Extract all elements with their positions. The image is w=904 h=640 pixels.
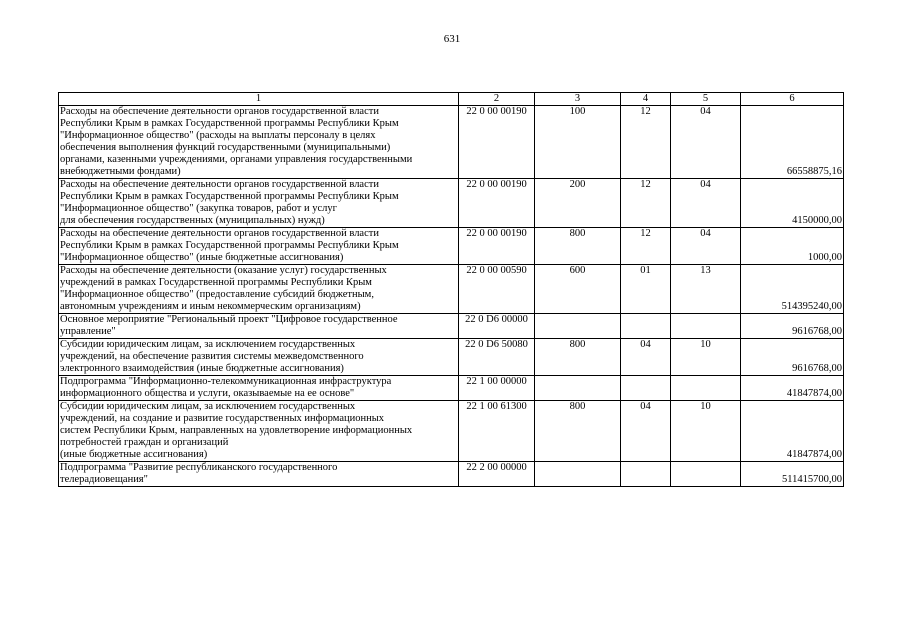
target-code: 22 0 D6 50080	[459, 339, 535, 376]
expense-name: Субсидии юридическим лицам, за исключением государственных учреждений, на создание и развитие государственных информационных систем Республики Крым, направленных на удовлетворение информационных потребностей граждан и организаций (иные бюджетные ассигнования)	[59, 401, 459, 462]
amount: 41847874,00	[741, 401, 844, 462]
subsection-code: 04	[671, 228, 741, 265]
section-code	[621, 314, 671, 339]
expense-name: Расходы на обеспечение деятельности органов государственной власти Республики Крым в рамках Государственной программы Республики Крым "Информационное общество" (расходы на выплаты персоналу в целях обеспечения выполнения функций государственными (муниципальными) органами, казенными учреждениями, органами управления государственными внебюджетными фондами)	[59, 106, 459, 179]
table-row	[59, 376, 844, 401]
amount: 1000,00	[741, 228, 844, 265]
subsection-code	[671, 314, 741, 339]
table-row	[59, 265, 844, 314]
target-code: 22 0 D6 00000	[459, 314, 535, 339]
target-code: 22 2 00 00000	[459, 462, 535, 487]
header-cell: 3	[535, 93, 621, 106]
header-cell: 6	[741, 93, 844, 106]
amount: 9616768,00	[741, 314, 844, 339]
subsection-code: 13	[671, 265, 741, 314]
amount: 4150000,00	[741, 179, 844, 228]
subsection-code: 10	[671, 339, 741, 376]
subsection-code: 04	[671, 106, 741, 179]
expense-name: Субсидии юридическим лицам, за исключением государственных учреждений, на обеспечение развития системы межведомственного электронного взаимодействия (иные бюджетные ассигнования)	[59, 339, 459, 376]
expense-name: Расходы на обеспечение деятельности (оказание услуг) государственных учреждений в рамках Государственной программы Республики Крым "Информационное общество" (предоставление субсидий бюджетным, автономным учреждениям и иным некоммерческим организациям)	[59, 265, 459, 314]
expense-type-code: 800	[535, 401, 621, 462]
target-code: 22 1 00 61300	[459, 401, 535, 462]
target-code: 22 0 00 00190	[459, 106, 535, 179]
expense-name: Подпрограмма "Информационно-телекоммуникационная инфраструктура информационного общества и услуги, оказываемые на ее основе"	[59, 376, 459, 401]
header-cell: 4	[621, 93, 671, 106]
header-cell: 2	[459, 93, 535, 106]
table-row	[59, 106, 844, 179]
table-row	[59, 462, 844, 487]
table-row	[59, 228, 844, 265]
section-code	[621, 462, 671, 487]
expense-type-code: 600	[535, 265, 621, 314]
section-code: 04	[621, 401, 671, 462]
expense-name: Основное мероприятие "Региональный проект "Цифровое государственное управление"	[59, 314, 459, 339]
target-code: 22 0 00 00190	[459, 179, 535, 228]
section-code: 01	[621, 265, 671, 314]
expense-type-code	[535, 462, 621, 487]
target-code: 22 1 00 00000	[459, 376, 535, 401]
table-row	[59, 179, 844, 228]
expense-type-code: 200	[535, 179, 621, 228]
section-code: 12	[621, 106, 671, 179]
subsection-code	[671, 462, 741, 487]
amount: 66558875,16	[741, 106, 844, 179]
subsection-code: 04	[671, 179, 741, 228]
expense-type-code: 100	[535, 106, 621, 179]
table-row	[59, 314, 844, 339]
section-code: 04	[621, 339, 671, 376]
page-number: 631	[443, 33, 461, 45]
expense-type-code: 800	[535, 339, 621, 376]
subsection-code: 10	[671, 401, 741, 462]
amount: 511415700,00	[741, 462, 844, 487]
amount: 41847874,00	[741, 376, 844, 401]
amount: 514395240,00	[741, 265, 844, 314]
section-code	[621, 376, 671, 401]
section-code: 12	[621, 179, 671, 228]
table-row	[59, 401, 844, 462]
expense-name: Подпрограмма "Развитие республиканского государственного телерадиовещания"	[59, 462, 459, 487]
expense-type-code: 800	[535, 228, 621, 265]
expense-type-code	[535, 314, 621, 339]
table-header-row	[59, 93, 844, 106]
header-cell: 5	[671, 93, 741, 106]
budget-table	[58, 92, 844, 487]
expense-name: Расходы на обеспечение деятельности органов государственной власти Республики Крым в рамках Государственной программы Республики Крым "Информационное общество" (иные бюджетные ассигнования)	[59, 228, 459, 265]
section-code: 12	[621, 228, 671, 265]
expense-type-code	[535, 376, 621, 401]
header-cell: 1	[59, 93, 459, 106]
amount: 9616768,00	[741, 339, 844, 376]
expense-name: Расходы на обеспечение деятельности органов государственной власти Республики Крым в рамках Государственной программы Республики Крым "Информационное общество" (закупка товаров, работ и услуг для обеспечения государственных (муниципальных) нужд)	[59, 179, 459, 228]
table-row	[59, 339, 844, 376]
subsection-code	[671, 376, 741, 401]
target-code: 22 0 00 00590	[459, 265, 535, 314]
target-code: 22 0 00 00190	[459, 228, 535, 265]
